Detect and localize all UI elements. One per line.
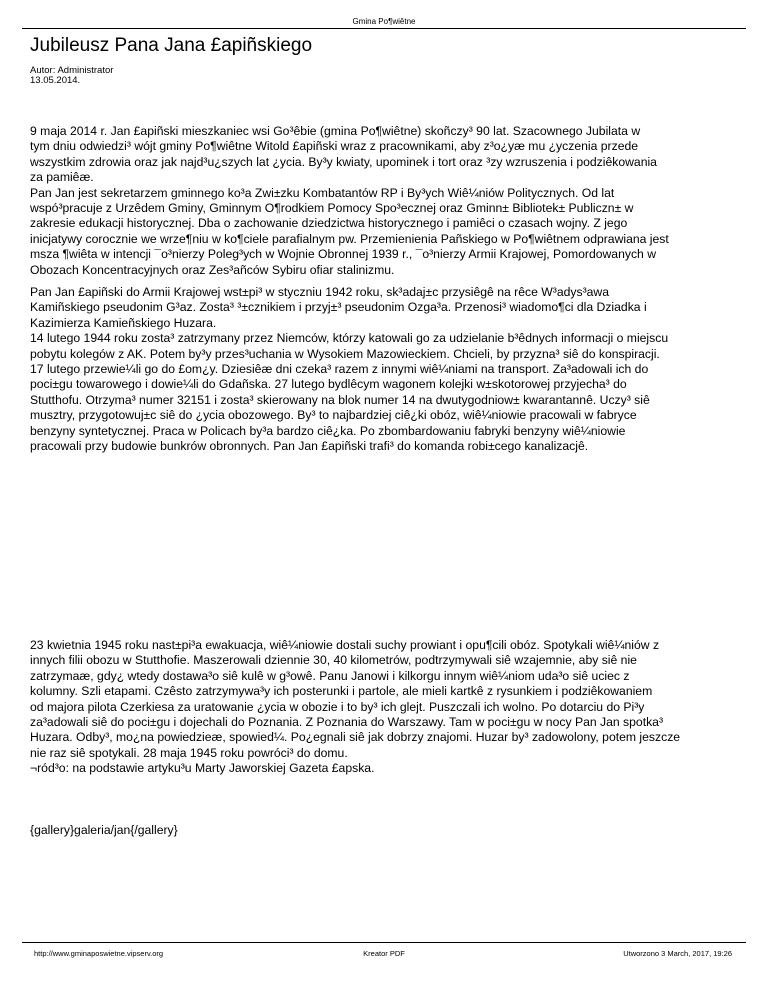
- paragraph-text: 23 kwietnia 1945 roku nast±pi³a ewakuacja, wiê¼niowie dostali suchy prowiant i opu¶cili obóz. Spotykali wiê¼niów z innych filii obozu w Stutthofie. Maszerowali dziennie 30, 40 kilometrów, podtrzymywali siê wzajemnie, aby siê nie zatrzymaæ, gdy¿ wtedy dostawa³o siê kulê w g³owê. Panu Janowi i kilkorgu innym wiê¼niom uda³o siê uciec z kolumny. Szli etapami. Czêsto zatrzymywa³y ich posterunki i partole, ale mieli kartkê z rysunkiem i podziêkowaniem od majora pilota Czerkiesa za uratowanie ¿ycia w obozie i to by³ ich glejt. Puszczali ich wolno. Po dotarciu do Pi³y za³adowali siê do poci±gu i dojechali do Poznania. Z Poznania do Warszawy. Tam w poci±gu w nocy Pan Jan spotka³ Huzara. Odby³, mo¿na powiedzieæ, spowied¼. Po¿egnali siê jak dobrzy znajomi. Huzar by³ zadowolony, potem jeszcze nie raz siê spotykali. 28 maja 1945 roku powróci³ do domu. ¬ród³o: na podstawie artyku³u Marty Jaworskiej Gazeta £apska. {gallery}galeria/jan{/gallery}: [30, 638, 681, 837]
- article-title: Jubileusz Pana Jana £apiñskiego: [30, 35, 313, 56]
- article-meta: [30, 66, 113, 86]
- article-paragraph-1: [30, 124, 736, 278]
- footer-url: http://www.gminaposwietne.vipserv.org: [34, 949, 164, 958]
- paragraph-text: Pan Jan £apiñski do Armii Krajowej wst±pi³ w styczniu 1942 roku, sk³adaj±c przysiêgê na rêce W³adys³awa Kamiñskiego pseudonim G³az. Zosta³ ³±cznikiem i przyj±³ pseudonim Ozga³a. Przenosi³ wiadomo¶ci dla Dziadka i Kazimierza Kamieñskiego Huzara. 14 lutego 1944 roku zosta³ zatrzymany przez Niemców, którzy katowali go za udzielanie b³êdnych informacji o miejscu pobytu kolegów z AK. Potem by³y przes³uchania w Wysokiem Mazowieckiem. Chcieli, by przyzna³ siê do konspiracji. 17 lutego przewie¼li go do £om¿y. Dziesiêæ dni czeka³ razem z innymi wiê¼niami na transport. Za³adowali ich do poci±gu towarowego i dowie¼li do Gdañska. 27 lutego bydlêcym wagonem kolejki w±skotorowej przyjecha³ do Stutthofu. Otrzyma³ numer 32151 i zosta³ skierowany na blok numer 14 na dwutygodniow± kwarantannê. Uczy³ siê musztry, przygotowuj±c siê do ¿ycia obozowego. By³ to najbardziej ciê¿ki obóz, wiê¼niowie pracowali w fabryce benzyny syntetycznej. Praca w Policach by³a bardzo ciê¿ka. Po zbombardowaniu fabryki benzyny wiê¼niowie pracowali przy budowie bunkrów obronnych. Pan Jan £apiñski trafi³ do komanda robi±cego kanalizacjê.: [30, 285, 669, 454]
- footer-divider: [22, 942, 746, 943]
- footer-generator: Kreator PDF: [363, 949, 405, 958]
- article-paragraph-2: [30, 285, 736, 454]
- article-date: 13.05.2014.: [30, 75, 81, 86]
- site-header-name: Gmina Po¶wiêtne: [352, 17, 416, 26]
- paragraph-text: 9 maja 2014 r. Jan £apiñski mieszkaniec wsi Go³êbie (gmina Po¶wiêtne) skoñczy³ 90 lat. Szacownego Jubilata w tym dniu odwiedzi³ wójt gminy Po¶wiêtne Witold £apiñski wraz z pracownikami, aby z³o¿yæ mu ¿yczenia przede wszystkim zdrowia oraz jak najd³u¿szych lat ¿ycia. By³y kwiaty, upominek i tort oraz ³zy wzruszenia i podziêkowania za pamiêæ. Pan Jan jest sekretarzem gminnego ko³a Zwi±zku Kombatantów RP i By³ych Wiê¼niów Politycznych. Od lat wspó³pracuje z Urzêdem Gminy, Gminnym O¶rodkiem Pomocy Spo³ecznej oraz Gminn± Bibliotek± Publiczn± w zakresie edukacji historycznej. Dba o zachowanie dziedzictwa historycznego i pamiêci o czasach wojny. Z jego inicjatywy corocznie we wrze¶niu w ko¶ciele parafialnym pw. Przemienienia Pañskiego w Po¶wiêtnem odprawiana jest msza ¶wiêta w intencji ¯o³nierzy Poleg³ych w Wojnie Obronnej 1939 r., ¯o³nierzy Armii Krajowej, Pomordowanych w Obozach Koncentracyjnych oraz Zes³añców Sybiru ofiar stalinizmu.: [30, 124, 669, 277]
- header-divider: [22, 28, 746, 29]
- article-paragraph-3: [30, 638, 736, 838]
- footer-created: Utworzono 3 March, 2017, 19:26: [623, 949, 732, 958]
- author-line: Autor: Administrator: [30, 65, 114, 76]
